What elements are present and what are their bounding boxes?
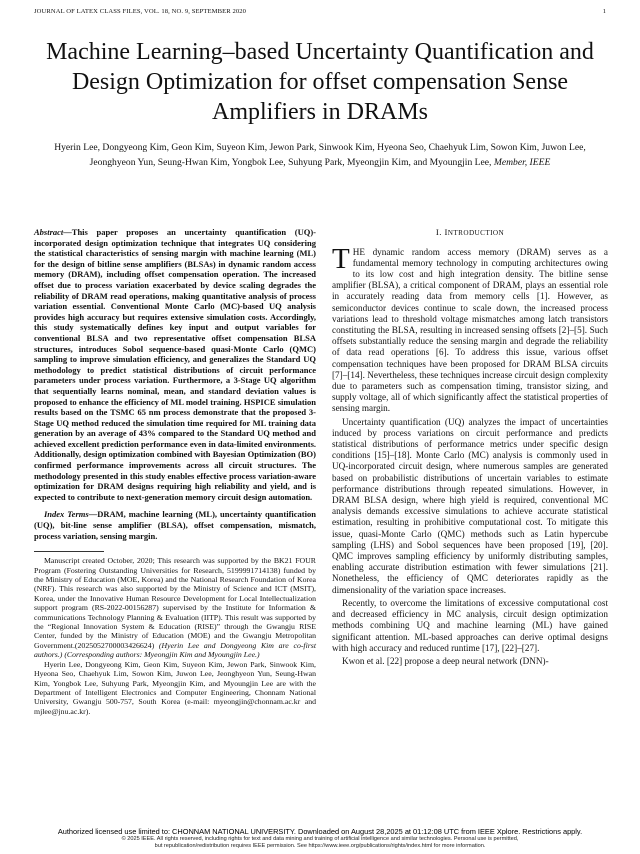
intro-paragraph-1-text: dynamic random access memory (DRAM) serves as a fundamental memory technology in computing architectures owing to its low cost and high integration density. The bitline sense amplifier (BLSA), a critical component of DRAM, plays an essential role in accurately reading data from memory cells [1]. However, as semiconductor devices continue to scale down, the increased process variations lead to threshold voltage mismatches among latch transistors constituting the BLSA, resulting in increased sensing offsets [2]–[5]. Such offsets substantially reduce the sensing margin and degrade the reliability of data read operations [6]. To address this issue, various offset compensation techniques have been proposed for DRAM BLSA circuits [7]–[14]. Nevertheless, these techniques increase circuit design complexity due to parameters such as compensation timing, transistor sizing, and supply voltage, all of which significantly affect the statistical properties of sensing margin. (332, 246, 608, 414)
copyright-line: © 2025 IEEE. All rights reserved, including rights for text and data mining and training of artificial intelligence and similar technologies. Personal use is permitted, (121, 836, 519, 843)
right-column (332, 227, 608, 667)
footnote-affiliation: Hyerin Lee, Dongyeong Kim, Geon Kim, Suyeon Kim, Jewon Park, Sinwook Kim, Hyeona Seo, Chaehyuk Lim, Sowon Kim, Juwon Lee, Jeonghyeon Yun, Seung-Hwan Kim, Yongbok Lee, Suhyung Park, Myeongjin Kim, and Myoungjin Lee are with the Department of Intelligent Electronics and Computer Engineering, Chonnam National University, Gwangju 500-757, South Korea (e-mail: myeongjin@chonnam.ac.kr and mjlee@jnu.ac.kr). (34, 659, 316, 716)
section-title-rest: NTRODUCTION (447, 229, 505, 237)
intro-paragraph-2: Uncertainty quantification (UQ) analyzes the impact of uncertainties induced by process variations on circuit performance and predicts statistical distributions of performance metrics under specific design conditions [15]–[18]. Monte Carlo (MC) analysis is commonly used in UQ-incorporated circuit design, where numerous samples are generated based on probabilistic distributions of uncertain variables to estimate performance distributions through repeated simulations. However, in DRAM BLSA design, where high yield is required, conventional MC analysis demands excessive simulations to achieve accurate statistical estimation, resulting in prohibitive computational cost. To mitigate this issue, quasi-Monte Carlo (QMC) methods such as Latin hypercube sampling (LHS) and Sobol sequences have been proposed [19], [20]. QMC improves sampling efficiency by uniformly distributing samples, enabling accurate distribution estimation with fewer simulations [21]. Nonetheless, the efficiency of QMC deteriorates rapidly as the dimensionality of the variation space increases. (332, 416, 608, 595)
author-membership: Member, IEEE (493, 157, 551, 168)
intro-paragraph-1 (332, 242, 608, 415)
section-heading-introduction (332, 227, 608, 239)
abstract-text: —This paper proposes an uncertainty quantification (UQ)-incorporated design optimization technique that integrates UQ considering the statistical characteristics of sensing margin with machine learning (ML) for the design of bitline sense amplifiers (BLSAs) in dynamic random access memory (DRAM), including offset compensation operation. The increased offset due to process variation exacerbated by device scaling degrades the reliability of DRAM read operations, making quantitative analysis of process variation essential. Conventional Monte Carlo (MC)-based UQ analysis provides high accuracy but requires extensive simulation costs. Accordingly, this study systematically defines key input and output variables for conventional BLSA and two representative offset compensation BLSA structures, introduces Sobol sequence-based quasi-Monte Carlo (QMC) sampling to improve simulation efficiency, and generalizes the Standard UQ methodology to predict statistical distributions of circuit performance parameters under process variation. Furthermore, a 3-Stage UQ algorithm that sequentially learns nominal, mean, and standard deviation values is proposed to enhance the efficiency of ML model training. HSPICE simulation results based on the TSMC 65 nm process demonstrate that the proposed 3-Stage UQ method reduced the simulation time required for ML training data generation by an average of 43% compared to the Standard UQ method and achieved excellent prediction performance even in data-limited environments. Additionally, design optimization combined with Bayesian Optimization (BO) confirmed performance improvements across all circuit structures. The methodology presented in this study enables effective process variation-aware optimization for DRAM designs requiring high reliability and yield, and is expected to contribute to next-generation memory circuit design automation. (34, 227, 316, 502)
index-terms-label: Index Terms (44, 509, 89, 520)
author-list (42, 140, 598, 170)
section-numeral: I. (435, 227, 442, 237)
license-footer (0, 827, 640, 850)
intro-paragraph-3: Recently, to overcome the limitations of excessive computational cost and decreased efficiency in MC analysis, circuit design optimization methods combining UQ and machine learning (ML) have gained significant attention. ML-based approaches can derive optimal designs with high accuracy and reduced runtime [17], [22]–[27]. (332, 597, 608, 653)
footnote-rule (34, 551, 104, 552)
author-names: Hyerin Lee, Dongyeong Kim, Geon Kim, Suyeon Kim, Jewon Park, Sinwook Kim, Hyeona Seo, Chaehyuk Lim, Sowon Kim, Juwon Lee, Jeonghyeon Yun, Seung-Hwan Kim, Yongbok Lee, Suhyung Park, Myeongjin Kim, and Myoungjin Lee, (54, 142, 586, 168)
drop-cap: T (332, 242, 350, 275)
abstract (34, 227, 316, 502)
left-column (34, 227, 316, 716)
paper-title: Machine Learning–based Uncertainty Quantification and Design Optimization for offset compensation Sense Amplifiers in DRAMs (46, 39, 594, 125)
footnote-coauthors: (Hyerin Lee and Dongyeong Kim are co-first authors.) (Corresponding authors: Myeongjin Kim and Myoungjin Lee.) (34, 640, 317, 660)
footnote-funding-text: Manuscript created October, 2020; This research was supported by the BK21 FOUR Program (Fostering Outstanding Universities for Research, 5199991714138) funded by the Ministry of Education (MOE, Korea) and the National Research Foundation of Korea (NRF). This research was also supported by the Ministry of Science and ICT (MSIT), Korea, under the Innovative Human Resource Development for Local Intellectualization support program (RS-2022-00156287) supervised by the Institute for Information & communications Technology Planning & Evaluation (IITP). This result was supported by the “Regional Innovation System & Education (RISE)” through the Gwangju RISE Center, funded by the Ministry of Education (MOE) and the Gwangju Metropolitan Government.(2025052700003426624) (34, 556, 316, 650)
index-terms-text: —DRAM, machine learning (ML), uncertainty quantification (UQ), bit-line sense amplifier (BLSA), offset compensation, mismatch, process variation, sensing margin. (34, 509, 316, 541)
page-number: 1 (602, 8, 606, 15)
permission-line: but republication/redistribution requires IEEE permission. See https://www.ieee.org/publications/rights/index.html for more information. (154, 843, 486, 850)
footnote-funding (34, 556, 316, 659)
license-line: Authorized licensed use limited to: CHONNAM NATIONAL UNIVERSITY. Downloaded on August 28,2025 at 01:12:08 UTC from IEEE Xplore. Restrictions apply. (57, 827, 583, 836)
index-terms (34, 509, 316, 541)
intro-paragraph-4: Kwon et al. [22] propose a deep neural network (DNN)- (342, 655, 549, 666)
drop-cap-rest: HE (352, 246, 365, 257)
abstract-label: Abstract (34, 227, 64, 237)
section-title-initial: I (444, 227, 448, 237)
running-head: JOURNAL OF LATEX CLASS FILES, VOL. 18, NO. 9, SEPTEMBER 2020 (34, 8, 247, 15)
